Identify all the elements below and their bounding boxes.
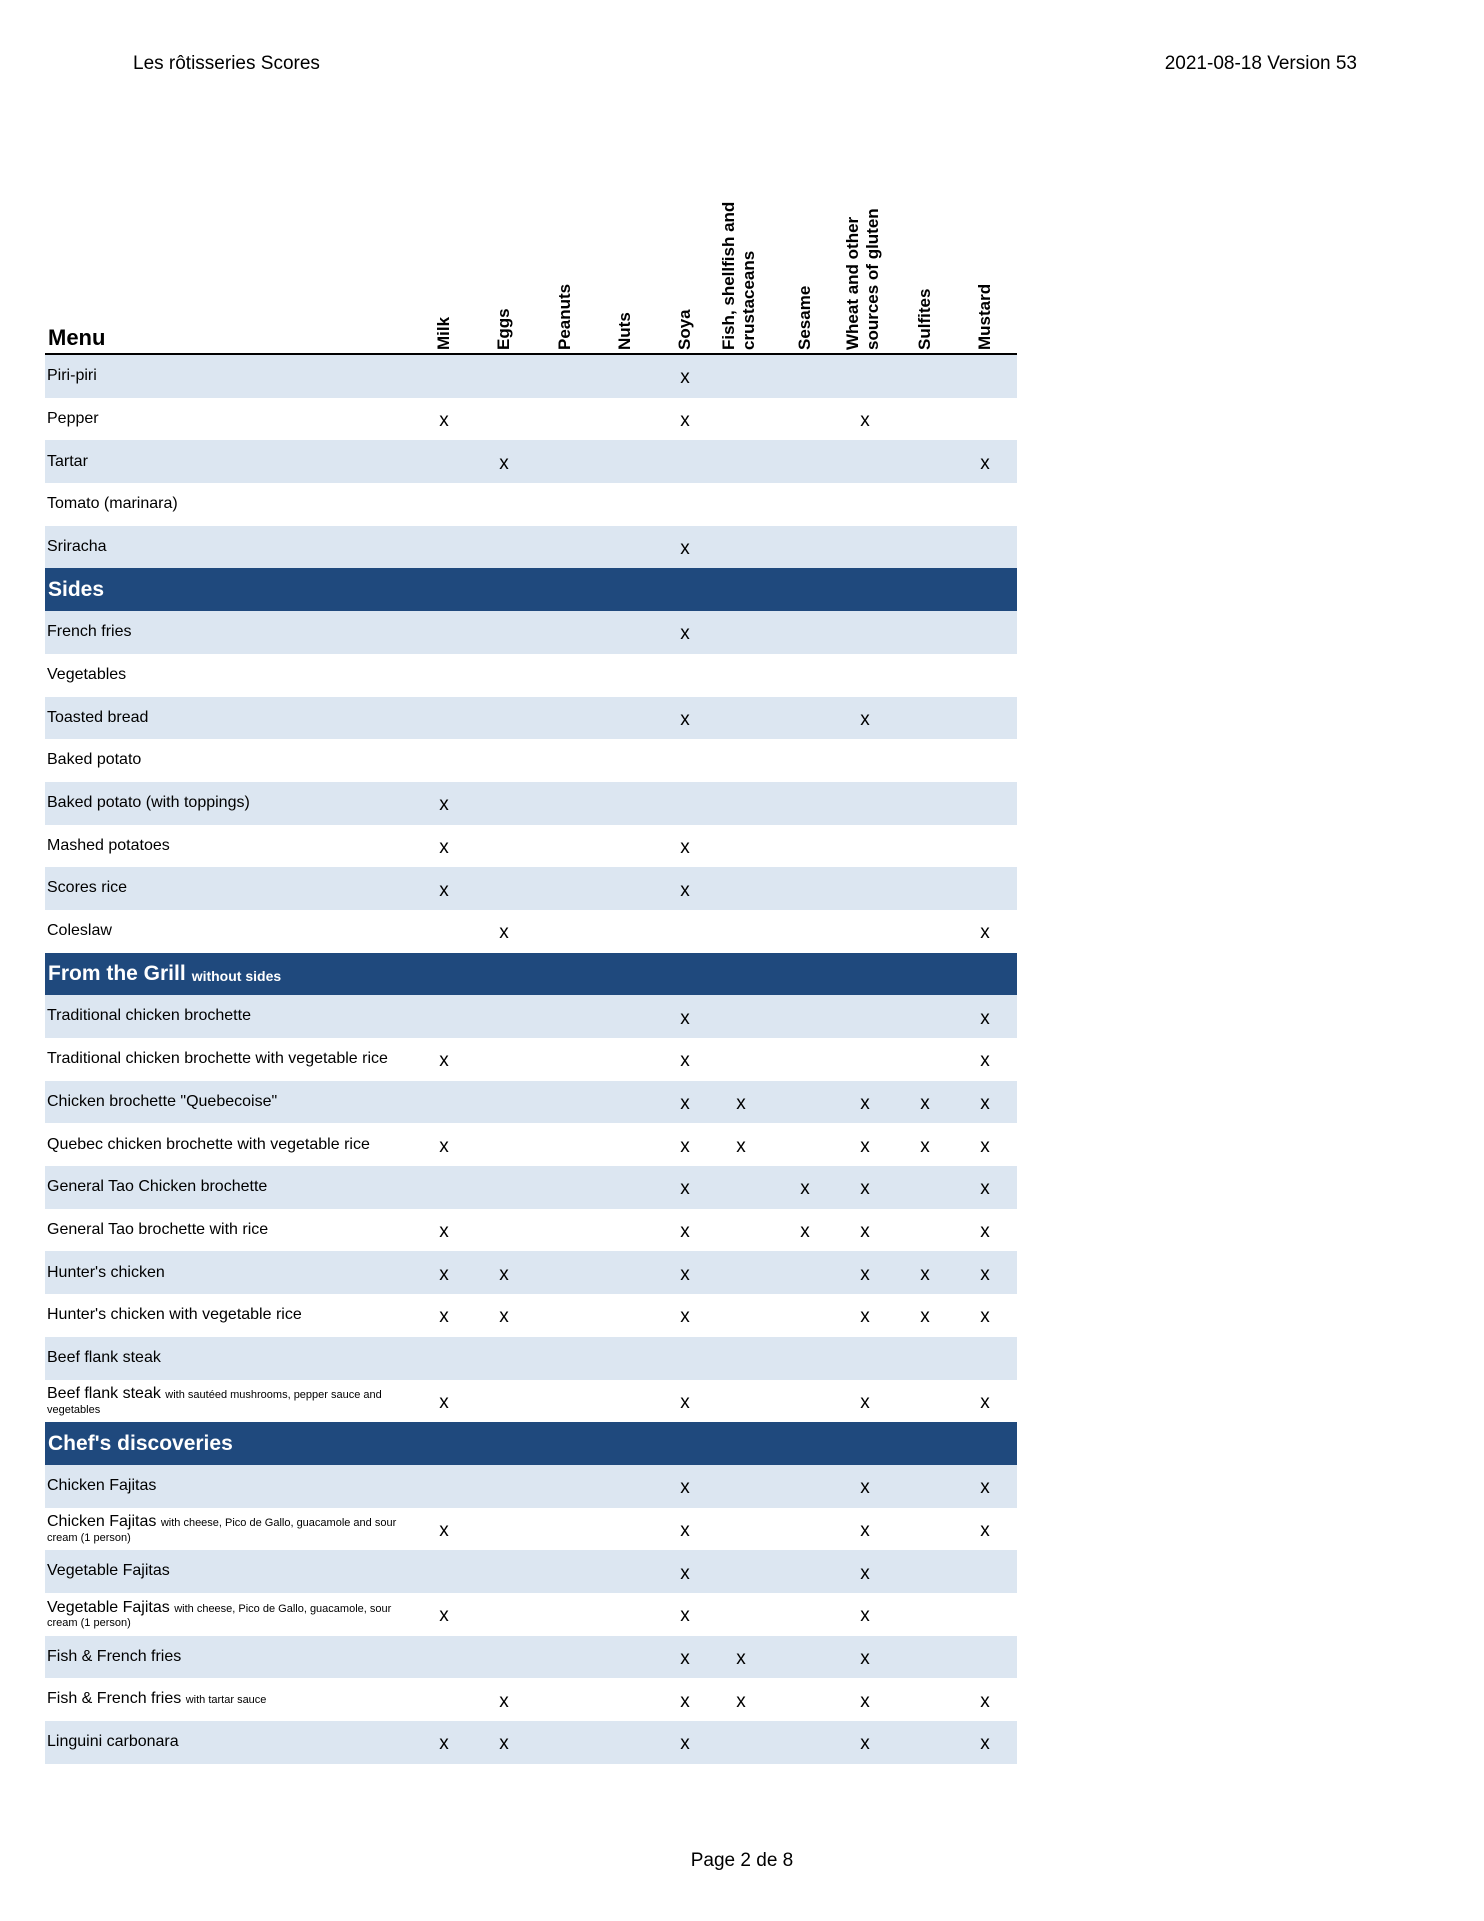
allergen-mark-fish: x bbox=[736, 1093, 746, 1115]
allergen-mark-mustard: x bbox=[980, 1221, 990, 1243]
page-number: Page 2 de 8 bbox=[690, 1850, 794, 1871]
menu-item-label bbox=[47, 1166, 427, 1209]
allergen-mark-soya: x bbox=[680, 836, 690, 858]
menu-item-name: Mashed potatoes bbox=[47, 836, 170, 854]
menu-item-label bbox=[47, 1251, 427, 1294]
allergen-mark-mustard: x bbox=[980, 452, 990, 474]
menu-item-label bbox=[47, 739, 427, 782]
allergen-mark-wheat: x bbox=[860, 1306, 870, 1328]
allergen-mark-soya: x bbox=[680, 1605, 690, 1627]
section-header bbox=[45, 1422, 1017, 1465]
allergen-mark-mustard: x bbox=[980, 922, 990, 944]
column-header-line: Nuts bbox=[615, 312, 634, 350]
menu-item-name: Fish & French fries bbox=[47, 1647, 182, 1665]
table-row bbox=[45, 697, 1017, 740]
column-header-line: crustaceans bbox=[738, 250, 758, 350]
allergen-mark-soya: x bbox=[680, 410, 690, 432]
allergen-mark-sulfites: x bbox=[920, 1093, 930, 1115]
column-header-line: Peanuts bbox=[555, 283, 574, 350]
menu-item-label bbox=[47, 611, 427, 654]
table-row bbox=[45, 1721, 1017, 1764]
menu-item-name: Quebec chicken brochette with vegetable rice bbox=[47, 1135, 370, 1153]
table-row bbox=[45, 1166, 1017, 1209]
allergen-mark-soya: x bbox=[680, 1391, 690, 1413]
table-row bbox=[45, 398, 1017, 441]
menu-item-label bbox=[47, 910, 427, 953]
table-row bbox=[45, 1465, 1017, 1508]
menu-item-label bbox=[47, 1508, 427, 1551]
allergen-mark-wheat: x bbox=[860, 1391, 870, 1413]
allergen-mark-milk: x bbox=[439, 1135, 449, 1157]
table-row bbox=[45, 1508, 1017, 1551]
allergen-mark-fish: x bbox=[736, 1647, 746, 1669]
allergen-mark-mustard: x bbox=[980, 1306, 990, 1328]
menu-item-label bbox=[47, 1123, 427, 1166]
column-header-line: Wheat and other bbox=[843, 216, 862, 350]
menu-item-name: Fish & French fries bbox=[47, 1690, 182, 1708]
allergen-mark-eggs: x bbox=[499, 452, 509, 474]
table-row bbox=[45, 1636, 1017, 1679]
allergen-mark-eggs: x bbox=[499, 922, 509, 944]
menu-item-label bbox=[47, 1209, 427, 1252]
allergen-mark-mustard: x bbox=[980, 1519, 990, 1541]
table-row bbox=[45, 910, 1017, 953]
menu-column-header: Menu bbox=[48, 325, 106, 350]
table-row bbox=[45, 1209, 1017, 1252]
allergen-mark-fish: x bbox=[736, 1135, 746, 1157]
menu-item-note-continued: vegetables bbox=[47, 1403, 101, 1416]
menu-item-label bbox=[47, 697, 427, 740]
allergen-mark-milk: x bbox=[439, 879, 449, 901]
table-row bbox=[45, 611, 1017, 654]
table-row bbox=[45, 782, 1017, 825]
column-header-line: Fish, shellfish and bbox=[719, 201, 738, 350]
menu-item-name: Tomato (marinara) bbox=[47, 495, 178, 513]
allergen-table bbox=[45, 180, 1017, 1764]
menu-item-name: Chicken brochette "Quebecoise" bbox=[47, 1092, 278, 1110]
menu-item-name: Traditional chicken brochette bbox=[47, 1007, 251, 1025]
menu-item-name: Chicken Fajitas bbox=[47, 1477, 157, 1495]
allergen-mark-mustard: x bbox=[980, 1093, 990, 1115]
allergen-mark-wheat: x bbox=[860, 1733, 870, 1755]
allergen-mark-eggs: x bbox=[499, 1733, 509, 1755]
allergen-mark-mustard: x bbox=[980, 1050, 990, 1072]
menu-item-label bbox=[47, 867, 427, 910]
menu-item-name: Beef flank steak bbox=[47, 1385, 161, 1403]
allergen-mark-mustard: x bbox=[980, 1178, 990, 1200]
allergen-mark-mustard: x bbox=[980, 1007, 990, 1029]
section-header bbox=[45, 953, 1017, 996]
menu-item-name: General Tao Chicken brochette bbox=[47, 1178, 268, 1196]
menu-item-label bbox=[47, 654, 427, 697]
section-title: Chef's discoveries bbox=[48, 1431, 233, 1455]
table-row bbox=[45, 1081, 1017, 1124]
allergen-mark-soya: x bbox=[680, 1562, 690, 1584]
allergen-mark-sulfites: x bbox=[920, 1306, 930, 1328]
allergen-mark-wheat: x bbox=[860, 1263, 870, 1285]
allergen-mark-soya: x bbox=[680, 1306, 690, 1328]
menu-item-label bbox=[47, 1721, 427, 1764]
menu-item-name: Linguini carbonara bbox=[47, 1733, 179, 1751]
column-header-line: Sesame bbox=[795, 285, 814, 350]
allergen-mark-soya: x bbox=[680, 623, 690, 645]
allergen-mark-milk: x bbox=[439, 1263, 449, 1285]
allergen-mark-soya: x bbox=[680, 1007, 690, 1029]
menu-item-label bbox=[47, 1337, 427, 1380]
column-header-line: sources of gluten bbox=[862, 208, 882, 350]
menu-item-note-continued: cream (1 person) bbox=[47, 1531, 131, 1544]
allergen-mark-soya: x bbox=[680, 879, 690, 901]
menu-item-name: Hunter's chicken bbox=[47, 1263, 165, 1281]
allergen-mark-milk: x bbox=[439, 1050, 449, 1072]
allergen-mark-soya: x bbox=[680, 1178, 690, 1200]
menu-item-name: Vegetable Fajitas bbox=[47, 1562, 170, 1580]
column-header-line: Mustard bbox=[975, 283, 994, 350]
menu-item-name: General Tao brochette with rice bbox=[47, 1220, 269, 1238]
allergen-mark-milk: x bbox=[439, 794, 449, 816]
allergen-mark-eggs: x bbox=[499, 1690, 509, 1712]
allergen-mark-soya: x bbox=[680, 1093, 690, 1115]
allergen-mark-soya: x bbox=[680, 367, 690, 389]
table-row bbox=[45, 1294, 1017, 1337]
menu-item-name: French fries bbox=[47, 623, 132, 641]
section-title: Sides bbox=[48, 577, 105, 601]
menu-item-name: Toasted bread bbox=[47, 708, 149, 726]
table-row bbox=[45, 355, 1017, 398]
allergen-mark-milk: x bbox=[439, 410, 449, 432]
menu-item-label bbox=[47, 995, 427, 1038]
allergen-mark-wheat: x bbox=[860, 1562, 870, 1584]
menu-item-label bbox=[47, 483, 427, 526]
allergen-mark-soya: x bbox=[680, 1263, 690, 1285]
menu-item-note: with tartar sauce bbox=[185, 1694, 267, 1707]
table-row bbox=[45, 440, 1017, 483]
allergen-mark-mustard: x bbox=[980, 1135, 990, 1157]
menu-item-note: with cheese, Pico de Gallo, guacamole, sour bbox=[174, 1602, 392, 1615]
allergen-mark-milk: x bbox=[439, 1519, 449, 1541]
document-title: Les rôtisseries Scores bbox=[133, 53, 320, 74]
allergen-mark-soya: x bbox=[680, 1477, 690, 1499]
menu-item-name: Piri-piri bbox=[47, 367, 97, 385]
allergen-mark-wheat: x bbox=[860, 410, 870, 432]
menu-item-note: with cheese, Pico de Gallo, guacamole and sour bbox=[160, 1517, 397, 1530]
allergen-mark-wheat: x bbox=[860, 1093, 870, 1115]
allergen-mark-wheat: x bbox=[860, 1221, 870, 1243]
allergen-mark-eggs: x bbox=[499, 1263, 509, 1285]
table-row bbox=[45, 654, 1017, 697]
table-row bbox=[45, 1550, 1017, 1593]
allergen-mark-soya: x bbox=[680, 1733, 690, 1755]
menu-item-label bbox=[47, 1593, 427, 1636]
allergen-mark-soya: x bbox=[680, 1647, 690, 1669]
section-header bbox=[45, 568, 1017, 611]
table-row bbox=[45, 526, 1017, 569]
allergen-mark-sulfites: x bbox=[920, 1263, 930, 1285]
section-subtitle: without sides bbox=[191, 968, 282, 985]
table-row bbox=[45, 1678, 1017, 1721]
allergen-mark-milk: x bbox=[439, 1605, 449, 1627]
allergen-mark-wheat: x bbox=[860, 708, 870, 730]
allergen-mark-mustard: x bbox=[980, 1391, 990, 1413]
table-row bbox=[45, 1038, 1017, 1081]
menu-item-name: Pepper bbox=[47, 409, 99, 427]
allergen-mark-mustard: x bbox=[980, 1690, 990, 1712]
section-title: From the Grill bbox=[48, 961, 186, 985]
menu-item-label bbox=[47, 1465, 427, 1508]
column-header-line: Soya bbox=[675, 309, 694, 350]
table-header bbox=[45, 180, 1017, 355]
allergen-mark-fish: x bbox=[736, 1690, 746, 1712]
allergen-mark-mustard: x bbox=[980, 1477, 990, 1499]
table-body bbox=[45, 355, 1017, 1764]
menu-item-label bbox=[47, 1550, 427, 1593]
menu-item-name: Beef flank steak bbox=[47, 1348, 161, 1366]
allergen-mark-mustard: x bbox=[980, 1263, 990, 1285]
column-header-line: Eggs bbox=[494, 308, 513, 350]
allergen-mark-soya: x bbox=[680, 1221, 690, 1243]
allergen-mark-wheat: x bbox=[860, 1135, 870, 1157]
table-row bbox=[45, 483, 1017, 526]
table-row bbox=[45, 867, 1017, 910]
allergen-mark-wheat: x bbox=[860, 1690, 870, 1712]
allergen-mark-soya: x bbox=[680, 1519, 690, 1541]
menu-item-name: Sriracha bbox=[47, 537, 107, 555]
table-row bbox=[45, 995, 1017, 1038]
menu-item-label bbox=[47, 1380, 427, 1423]
menu-item-name: Baked potato (with toppings) bbox=[47, 794, 250, 812]
column-header-line: Milk bbox=[434, 316, 453, 350]
menu-item-note-continued: cream (1 person) bbox=[47, 1617, 131, 1630]
table-row bbox=[45, 825, 1017, 868]
allergen-mark-wheat: x bbox=[860, 1477, 870, 1499]
menu-item-name: Scores rice bbox=[47, 879, 128, 897]
allergen-mark-milk: x bbox=[439, 1733, 449, 1755]
menu-item-label bbox=[47, 398, 427, 441]
table-row bbox=[45, 1251, 1017, 1294]
column-header-line: Sulfites bbox=[915, 288, 934, 350]
allergen-mark-milk: x bbox=[439, 1391, 449, 1413]
menu-item-name: Vegetable Fajitas bbox=[47, 1598, 170, 1616]
menu-item-label bbox=[47, 1678, 427, 1721]
menu-item-label bbox=[47, 440, 427, 483]
allergen-mark-wheat: x bbox=[860, 1647, 870, 1669]
menu-item-name: Hunter's chicken with vegetable rice bbox=[47, 1306, 302, 1324]
menu-item-name: Coleslaw bbox=[47, 922, 112, 940]
document-version: 2021-08-18 Version 53 bbox=[1164, 53, 1357, 74]
menu-item-label bbox=[47, 1038, 427, 1081]
menu-item-name: Chicken Fajitas bbox=[47, 1513, 157, 1531]
allergen-mark-soya: x bbox=[680, 538, 690, 560]
allergen-mark-sesame: x bbox=[800, 1221, 810, 1243]
menu-item-label bbox=[47, 526, 427, 569]
menu-item-name: Baked potato bbox=[47, 751, 142, 769]
menu-item-name: Traditional chicken brochette with vegetable rice bbox=[47, 1050, 388, 1068]
menu-item-note: with sautéed mushrooms, pepper sauce and bbox=[165, 1389, 382, 1402]
allergen-mark-soya: x bbox=[680, 1135, 690, 1157]
allergen-mark-soya: x bbox=[680, 1690, 690, 1712]
table-row bbox=[45, 739, 1017, 782]
menu-item-label bbox=[47, 1081, 427, 1124]
allergen-mark-milk: x bbox=[439, 1221, 449, 1243]
table-row bbox=[45, 1380, 1017, 1423]
menu-item-label bbox=[47, 782, 427, 825]
table-row bbox=[45, 1593, 1017, 1636]
menu-item-label bbox=[47, 1636, 427, 1679]
allergen-mark-soya: x bbox=[680, 708, 690, 730]
table-row bbox=[45, 1123, 1017, 1166]
allergen-mark-wheat: x bbox=[860, 1519, 870, 1541]
allergen-mark-sulfites: x bbox=[920, 1135, 930, 1157]
table-row bbox=[45, 1337, 1017, 1380]
allergen-mark-wheat: x bbox=[860, 1178, 870, 1200]
allergen-mark-mustard: x bbox=[980, 1733, 990, 1755]
allergen-mark-milk: x bbox=[439, 836, 449, 858]
allergen-mark-soya: x bbox=[680, 1050, 690, 1072]
allergen-mark-eggs: x bbox=[499, 1306, 509, 1328]
menu-item-label bbox=[47, 825, 427, 868]
menu-item-label bbox=[47, 1294, 427, 1337]
allergen-mark-sesame: x bbox=[800, 1178, 810, 1200]
allergen-mark-milk: x bbox=[439, 1306, 449, 1328]
menu-item-name: Tartar bbox=[47, 452, 88, 470]
menu-item-label bbox=[47, 355, 427, 398]
menu-item-name: Vegetables bbox=[47, 665, 127, 683]
allergen-mark-wheat: x bbox=[860, 1605, 870, 1627]
